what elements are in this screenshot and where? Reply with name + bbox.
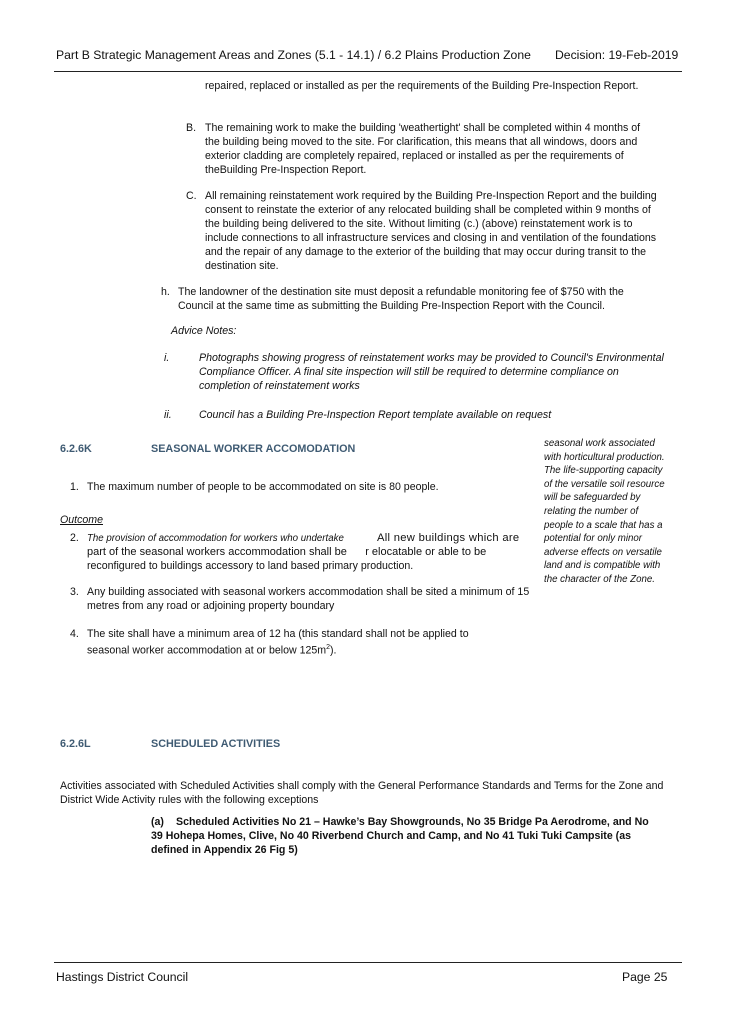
section-k-title: SEASONAL WORKER ACCOMODATION — [151, 443, 356, 455]
footer-page: Page 25 — [622, 970, 668, 984]
section-l-intro: Activities associated with Scheduled Activities shall comply with the General Performance Standards and Terms for the Zone and District Wide Activity rules with the following exceptions — [60, 780, 664, 806]
outcome-label: Outcome — [60, 514, 103, 526]
k-item-1: The maximum number of people to be accommodated on site is 80 people. — [87, 481, 439, 493]
k-item-4-line2-end: ). — [329, 644, 337, 657]
section-l-title: SCHEDULED ACTIVITIES — [151, 738, 281, 750]
k-item-2-overlap: The provision of accommodation for workers who undertake — [87, 533, 344, 544]
list-marker-b: B. — [186, 122, 197, 134]
section-k-number: 6.2.6K — [60, 443, 92, 455]
k-item-4-line2 — [87, 641, 336, 658]
advice-marker-ii: ii. — [164, 409, 172, 421]
k-item-4-line1: The site shall have a minimum area of 12 ha (this standard shall not be applied to — [87, 628, 469, 640]
continuation-text: repaired, replaced or installed as per the requirements of the Building Pre-Inspection Report. — [205, 80, 639, 92]
footer-rule — [54, 962, 682, 963]
section-l-number: 6.2.6L — [60, 738, 91, 750]
k-item-3: Any building associated with seasonal workers accommodation shall be sited a minimum of 15 metres from any road or adjoining property boundary — [87, 586, 530, 612]
list-marker-c: C. — [186, 190, 197, 202]
k-marker-3: 3. — [70, 586, 79, 598]
footer-org: Hastings District Council — [56, 970, 189, 984]
k-item-2-line2: part of the seasonal workers accommodation shall be r elocatable or able to be — [87, 546, 487, 558]
k-item-2-line3: reconfigured to buildings accessory to land based primary production. — [87, 560, 414, 572]
outcome-side-note: seasonal work associated with horticultural production. The life-supporting capacity of the versatile soil resource will be safeguarded by relating the number of people to a scale that has a potential for only minor adverse effects on versatile land and is compatible with the character of the Zone. — [544, 438, 665, 585]
k-marker-4: 4. — [70, 628, 79, 640]
header-decision: Decision: 19-Feb-2019 — [555, 48, 679, 62]
k-marker-2: 2. — [70, 532, 79, 544]
k-item-4-line2-text: seasonal worker accommodation at or below 125m — [87, 644, 327, 657]
advice-heading: Advice Notes: — [171, 325, 237, 337]
section-l-sub-marker: (a) — [151, 816, 164, 828]
k-item-2-line1: All new buildings which are — [377, 532, 520, 544]
list-item-h: The landowner of the destination site must deposit a refundable monitoring fee of $750 with the Council at the same time as submitting the Building Pre-Inspection Report with the Council. — [178, 286, 624, 312]
k-item-4-superscript: 2 — [326, 644, 330, 651]
advice-marker-i: i. — [164, 352, 170, 364]
advice-item-i: Photographs showing progress of reinstatement works may be provided to Council's Environmental Compliance Officer. A final site inspection will still be required to determine compliance on completion of reinstatement works — [199, 352, 664, 392]
header-title: Part B Strategic Management Areas and Zones (5.1 - 14.1) / 6.2 Plains Production Zone — [56, 48, 531, 62]
list-item-c: All remaining reinstatement work required by the Building Pre-Inspection Report and the building consent to reinstate the exterior of any relocated building shall be completed within 9 months of the building being delivered to the site. Without limiting (c.) (above) reinstatement work is to include connections to all infrastructure services and closing in and ventilation of the foundations and the repair of any damage to the exterior of the building that may occur during transit to the destination site. — [205, 190, 657, 272]
k-marker-1: 1. — [70, 481, 79, 493]
advice-item-ii: Council has a Building Pre-Inspection Report template available on request — [199, 409, 552, 421]
list-marker-h: h. — [161, 286, 170, 298]
header-rule — [54, 71, 682, 72]
list-item-b: The remaining work to make the building 'weathertight' shall be completed within 4 months of the building being moved to the site. For clarification, this means that all windows, doors and exterior cladding are completely repaired, replaced or installed as per the requirements of theBuilding Pre-Inspection Report. — [205, 122, 641, 176]
section-l-sub-text: Scheduled Activities No 21 – Hawke’s Bay Showgrounds, No 35 Bridge Pa Aerodrome, and No 39 Hohepa Homes, Clive, No 40 Riverbend Church and Camp, and No 41 Tuki Tuki Campsite (as defined in Appendix 26 Fig 5) — [151, 816, 649, 856]
